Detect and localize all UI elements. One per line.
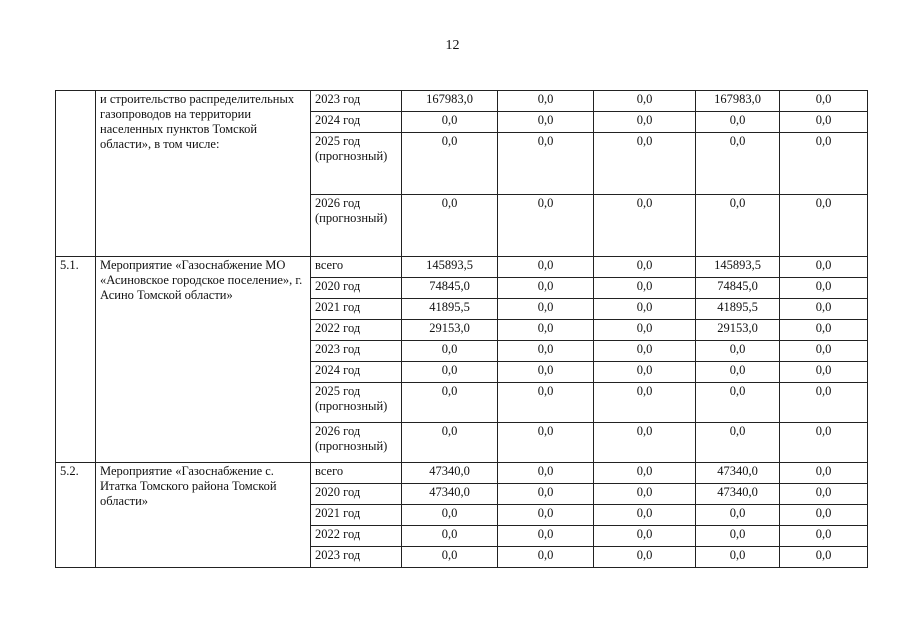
value-cell: 0,0 (402, 526, 498, 547)
year-cell: 2025 год (прогнозный) (311, 383, 402, 423)
year-cell: 2020 год (311, 278, 402, 299)
value-cell: 0,0 (780, 257, 868, 278)
value-cell: 0,0 (402, 362, 498, 383)
item-name: и строительство распределительных газопроводов на территории населенных пунктов Томской области», в том числе: (96, 91, 311, 257)
value-cell: 0,0 (594, 362, 696, 383)
value-cell: 0,0 (696, 423, 780, 463)
value-cell: 0,0 (498, 91, 594, 112)
value-cell: 0,0 (402, 195, 498, 257)
year-cell: всего (311, 257, 402, 278)
value-cell: 167983,0 (696, 91, 780, 112)
value-cell: 0,0 (780, 195, 868, 257)
item-number (56, 91, 96, 257)
value-cell: 47340,0 (402, 484, 498, 505)
value-cell: 0,0 (780, 383, 868, 423)
value-cell: 0,0 (780, 463, 868, 484)
value-cell: 0,0 (498, 133, 594, 195)
value-cell: 0,0 (402, 133, 498, 195)
value-cell: 0,0 (780, 299, 868, 320)
value-cell: 0,0 (498, 195, 594, 257)
table-row (56, 463, 868, 484)
value-cell: 0,0 (780, 278, 868, 299)
value-cell: 41895,5 (696, 299, 780, 320)
item-name: Мероприятие «Газоснабжение МО «Асиновское городское поселение», г. Асино Томской области» (96, 257, 311, 463)
value-cell: 0,0 (594, 423, 696, 463)
value-cell: 0,0 (780, 362, 868, 383)
value-cell: 74845,0 (696, 278, 780, 299)
value-cell: 0,0 (594, 341, 696, 362)
value-cell: 0,0 (696, 383, 780, 423)
year-cell: 2022 год (311, 526, 402, 547)
year-cell: 2022 год (311, 320, 402, 341)
value-cell: 0,0 (594, 547, 696, 568)
value-cell: 0,0 (498, 547, 594, 568)
year-cell: 2025 год (прогнозный) (311, 133, 402, 195)
value-cell: 0,0 (402, 341, 498, 362)
value-cell: 0,0 (594, 463, 696, 484)
value-cell: 0,0 (594, 91, 696, 112)
value-cell: 0,0 (594, 484, 696, 505)
year-cell: 2026 год (прогнозный) (311, 423, 402, 463)
value-cell: 0,0 (498, 484, 594, 505)
value-cell: 0,0 (696, 505, 780, 526)
year-cell: всего (311, 463, 402, 484)
value-cell: 0,0 (498, 278, 594, 299)
value-cell: 0,0 (498, 112, 594, 133)
table-row (56, 91, 868, 112)
value-cell: 0,0 (696, 341, 780, 362)
value-cell: 0,0 (498, 299, 594, 320)
year-cell: 2026 год (прогнозный) (311, 195, 402, 257)
value-cell: 0,0 (498, 341, 594, 362)
value-cell: 0,0 (498, 423, 594, 463)
year-cell: 2023 год (311, 91, 402, 112)
value-cell: 0,0 (696, 547, 780, 568)
value-cell: 0,0 (696, 526, 780, 547)
year-cell: 2020 год (311, 484, 402, 505)
value-cell: 0,0 (594, 526, 696, 547)
value-cell: 0,0 (594, 299, 696, 320)
value-cell: 29153,0 (696, 320, 780, 341)
value-cell: 0,0 (402, 112, 498, 133)
value-cell: 0,0 (696, 195, 780, 257)
value-cell: 0,0 (780, 341, 868, 362)
value-cell: 0,0 (780, 423, 868, 463)
value-cell: 47340,0 (696, 463, 780, 484)
value-cell: 145893,5 (696, 257, 780, 278)
value-cell: 0,0 (780, 547, 868, 568)
item-number: 5.2. (56, 463, 96, 568)
value-cell: 0,0 (498, 463, 594, 484)
item-number: 5.1. (56, 257, 96, 463)
year-cell: 2024 год (311, 362, 402, 383)
value-cell: 0,0 (696, 133, 780, 195)
year-cell: 2023 год (311, 547, 402, 568)
value-cell: 0,0 (498, 362, 594, 383)
value-cell: 0,0 (594, 257, 696, 278)
value-cell: 0,0 (402, 423, 498, 463)
value-cell: 0,0 (402, 547, 498, 568)
value-cell: 0,0 (402, 383, 498, 423)
value-cell: 0,0 (780, 505, 868, 526)
page-number: 12 (445, 38, 460, 53)
value-cell: 0,0 (696, 362, 780, 383)
value-cell: 167983,0 (402, 91, 498, 112)
value-cell: 0,0 (594, 278, 696, 299)
value-cell: 47340,0 (696, 484, 780, 505)
value-cell: 0,0 (498, 383, 594, 423)
budget-table (55, 90, 868, 568)
value-cell: 0,0 (780, 320, 868, 341)
value-cell: 0,0 (594, 112, 696, 133)
year-cell: 2024 год (311, 112, 402, 133)
table-row (56, 257, 868, 278)
value-cell: 0,0 (780, 484, 868, 505)
year-cell: 2021 год (311, 505, 402, 526)
value-cell: 0,0 (594, 133, 696, 195)
value-cell: 0,0 (780, 133, 868, 195)
value-cell: 0,0 (780, 526, 868, 547)
year-cell: 2023 год (311, 341, 402, 362)
value-cell: 0,0 (594, 383, 696, 423)
value-cell: 0,0 (696, 112, 780, 133)
value-cell: 145893,5 (402, 257, 498, 278)
value-cell: 0,0 (594, 195, 696, 257)
value-cell: 0,0 (498, 320, 594, 341)
value-cell: 0,0 (780, 91, 868, 112)
value-cell: 47340,0 (402, 463, 498, 484)
value-cell: 0,0 (594, 505, 696, 526)
value-cell: 0,0 (780, 112, 868, 133)
item-name: Мероприятие «Газоснабжение с. Итатка Томского района Томской области» (96, 463, 311, 568)
value-cell: 0,0 (498, 505, 594, 526)
value-cell: 74845,0 (402, 278, 498, 299)
year-cell: 2021 год (311, 299, 402, 320)
table-body (56, 91, 868, 568)
value-cell: 0,0 (498, 526, 594, 547)
value-cell: 0,0 (402, 505, 498, 526)
value-cell: 0,0 (594, 320, 696, 341)
value-cell: 41895,5 (402, 299, 498, 320)
value-cell: 29153,0 (402, 320, 498, 341)
value-cell: 0,0 (498, 257, 594, 278)
